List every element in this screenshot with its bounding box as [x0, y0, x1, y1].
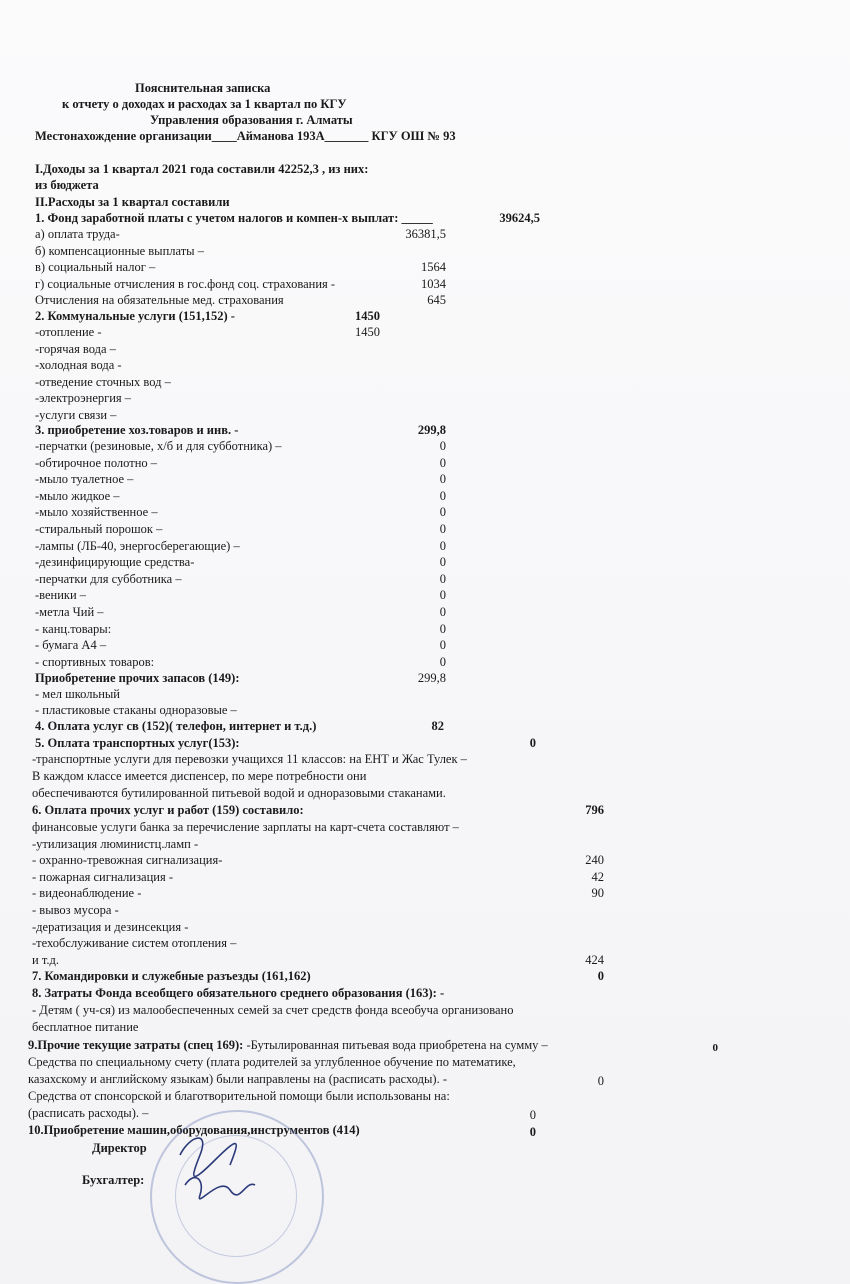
s1-title: 1. Фонд заработной платы с учетом налогов и компен-х выплат: _____	[35, 211, 433, 225]
s6-row-label: финансовые услуги банка за перечисление зарплаты на карт-счета составляют –	[32, 820, 459, 834]
header-location: Местонахождение организации____Айманова 193А_______ КГУ ОШ № 93	[35, 129, 456, 143]
s3-row-value: 0	[439, 439, 446, 453]
accountant-label: Бухгалтер:	[82, 1173, 145, 1187]
s3-row-label: -мыло хозяйственное –	[35, 505, 158, 520]
signature-scribble	[170, 1125, 260, 1205]
s3-row-label: -стиральный порошок –	[35, 522, 163, 536]
s2-row-label: -электроэнергия –	[35, 391, 132, 406]
s6-row-label: - пожарная сигнализация -	[32, 869, 174, 884]
s1-total: 39624,5	[499, 211, 540, 225]
s6-row-value: 424	[585, 952, 604, 967]
s3-row-label: - бумага А4 –	[35, 638, 107, 653]
s3-row-label: - канц.товары:	[35, 621, 112, 636]
s9-line: казахскому и английскому языкам) были направлены на (расписать расходы). -	[28, 1072, 448, 1086]
s3-row-label: -мыло жидкое –	[35, 488, 120, 503]
s6-title: 6. Оплата прочих услуг и работ (159) составило:	[32, 803, 304, 817]
s3-row-value: 0	[439, 638, 446, 653]
s9-line: Средства по специальному счету (плата родителей за углубленное обучение по математике,	[28, 1055, 516, 1069]
s8-line: - Детям ( уч-ся) из малообеспеченных семей за счет средств фонда всеобуча организовано	[32, 1003, 514, 1017]
s5-line: -транспортные услуги для перевозки учащихся 11 классов: на ЕНТ и Жас Тулек –	[32, 752, 467, 766]
s9-title-bold: 9.Прочие текущие затраты (спец 169):	[28, 1038, 244, 1052]
s3-row-value: 0	[439, 654, 446, 669]
s3-row-value: 0	[439, 555, 446, 570]
s6-row-value: 240	[585, 853, 604, 868]
s9-line4-value: 0	[529, 1108, 536, 1122]
s8-title: 8. Затраты Фонда всеобщего обязательного среднего образования (163): -	[32, 986, 445, 1000]
s3-row-label: -веники –	[35, 588, 87, 603]
s2-row-label: -отведение сточных вод –	[35, 374, 171, 389]
s3-row-label: - спортивных товаров:	[35, 654, 155, 669]
s6-total: 796	[585, 803, 604, 817]
s6-row-value: 42	[591, 869, 604, 884]
s6-row-label: - видеонаблюдение -	[32, 886, 142, 901]
s3-row-label: -обтирочное полотно –	[35, 455, 158, 470]
s3-total: 299,8	[417, 423, 446, 437]
header-department: Управления образования г. Алматы	[150, 113, 353, 127]
income-budget: из бюджета	[35, 178, 99, 192]
director-label: Директор	[92, 1141, 147, 1155]
s8-line: бесплатное питание	[32, 1020, 139, 1034]
s1-row-label: в) социальный налог –	[35, 260, 156, 275]
s1-row-label: а) оплата труда-	[35, 227, 120, 241]
s6-row-label: -утилизация люминистц.ламп -	[32, 836, 199, 851]
s3-row-label: -перчатки для субботника –	[35, 571, 182, 586]
s1-row-label: б) компенсационные выплаты –	[35, 243, 204, 258]
s3-row-value: 0	[439, 621, 446, 636]
s9-title-rest: -Бутылированная питьевая вода приобретена на сумму –	[243, 1038, 548, 1052]
other-stock-row: - пластиковые стаканы одноразовые –	[35, 703, 237, 717]
s2-row-label: -услуги связи –	[35, 408, 117, 422]
s3-row-value: 0	[439, 472, 446, 487]
s3-row-value: 0	[439, 605, 446, 619]
s4-total: 82	[431, 719, 444, 733]
s6-row-value: 90	[591, 886, 604, 901]
s3-row-label: -дезинфицирующие средства-	[35, 555, 195, 570]
s3-row-label: -метла Чий –	[35, 605, 104, 619]
s2-row-value: 1450	[355, 325, 380, 339]
s3-row-value: 0	[439, 488, 446, 503]
s2-title: 2. Коммунальные услуги (151,152) -	[35, 309, 235, 323]
s3-row-value: 0	[439, 571, 446, 586]
s5-line: обеспечиваются бутилированной питьевой водой и одноразовыми стаканами.	[32, 786, 446, 800]
s9-line: Средства от спонсорской и благотворительной помощи были использованы на:	[28, 1089, 450, 1103]
s1-row-value: 36381,5	[405, 227, 446, 241]
s9-title	[28, 1037, 548, 1053]
s4-title: 4. Оплата услуг св (152)( телефон, интернет и т.д.)	[35, 719, 317, 733]
other-stock-title: Приобретение прочих запасов (149):	[35, 671, 240, 685]
s10-title: 10.Приобретение машин,оборудования,инструментов (414)	[28, 1123, 360, 1137]
other-stock-total: 299,8	[417, 671, 446, 685]
s2-total: 1450	[355, 309, 380, 323]
s9-total: 0	[712, 1042, 718, 1054]
s5-title: 5. Оплата транспортных услуг(153):	[35, 736, 240, 750]
s6-row-label: -дератизация и дезинсекция -	[32, 919, 189, 934]
s5-line: В каждом классе имеется диспенсер, по мере потребности они	[32, 769, 367, 783]
s1-row-value: 645	[427, 293, 446, 308]
s5-total: 0	[529, 736, 536, 750]
s3-row-value: 0	[439, 588, 446, 603]
s9-line2-value: 0	[597, 1074, 604, 1088]
s2-row-label: -горячая вода –	[35, 341, 116, 356]
s6-row-label: и т.д.	[32, 952, 59, 967]
s10-total: 0	[529, 1125, 536, 1139]
s1-row-value: 1034	[421, 276, 446, 291]
s7-title: 7. Командировки и служебные разъезды (161,162)	[32, 969, 311, 983]
s3-title: 3. приобретение хоз.товаров и инв. -	[35, 423, 239, 437]
s3-row-label: -лампы (ЛБ-40, энергосберегающие) –	[35, 538, 240, 553]
s1-row-label: г) социальные отчисления в гос.фонд соц. страхования -	[35, 276, 336, 291]
income-title: I.Доходы за 1 квартал 2021 года составили 42252,3 , из них:	[35, 162, 369, 176]
s3-row-value: 0	[439, 522, 446, 536]
other-stock-row: - мел школьный	[35, 687, 120, 701]
s9-line: (расписать расходы). –	[28, 1106, 149, 1120]
s2-row-label: -отопление -	[35, 325, 102, 339]
s6-row-label: - вывоз мусора -	[32, 903, 119, 917]
s1-row-value: 1564	[421, 260, 446, 275]
s2-row-label: -холодная вода -	[35, 358, 122, 373]
expenses-title: II.Расходы за 1 квартал составили	[35, 195, 230, 209]
s7-total: 0	[597, 969, 604, 983]
header-subtitle: к отчету о доходах и расходах за 1 квартал по КГУ	[62, 97, 347, 111]
s3-row-value: 0	[439, 538, 446, 553]
s3-row-label: -перчатки (резиновые, х/б и для субботника) –	[35, 439, 282, 453]
s1-row-label: Отчисления на обязательные мед. страхования	[35, 293, 284, 308]
s3-row-value: 0	[439, 455, 446, 470]
header-title: Пояснительная записка	[135, 81, 271, 95]
s6-row-label: - охранно-тревожная сигнализация-	[32, 853, 223, 868]
s3-row-value: 0	[439, 505, 446, 520]
s3-row-label: -мыло туалетное –	[35, 472, 134, 487]
s6-row-label: -техобслуживание систем отопления –	[32, 936, 237, 951]
